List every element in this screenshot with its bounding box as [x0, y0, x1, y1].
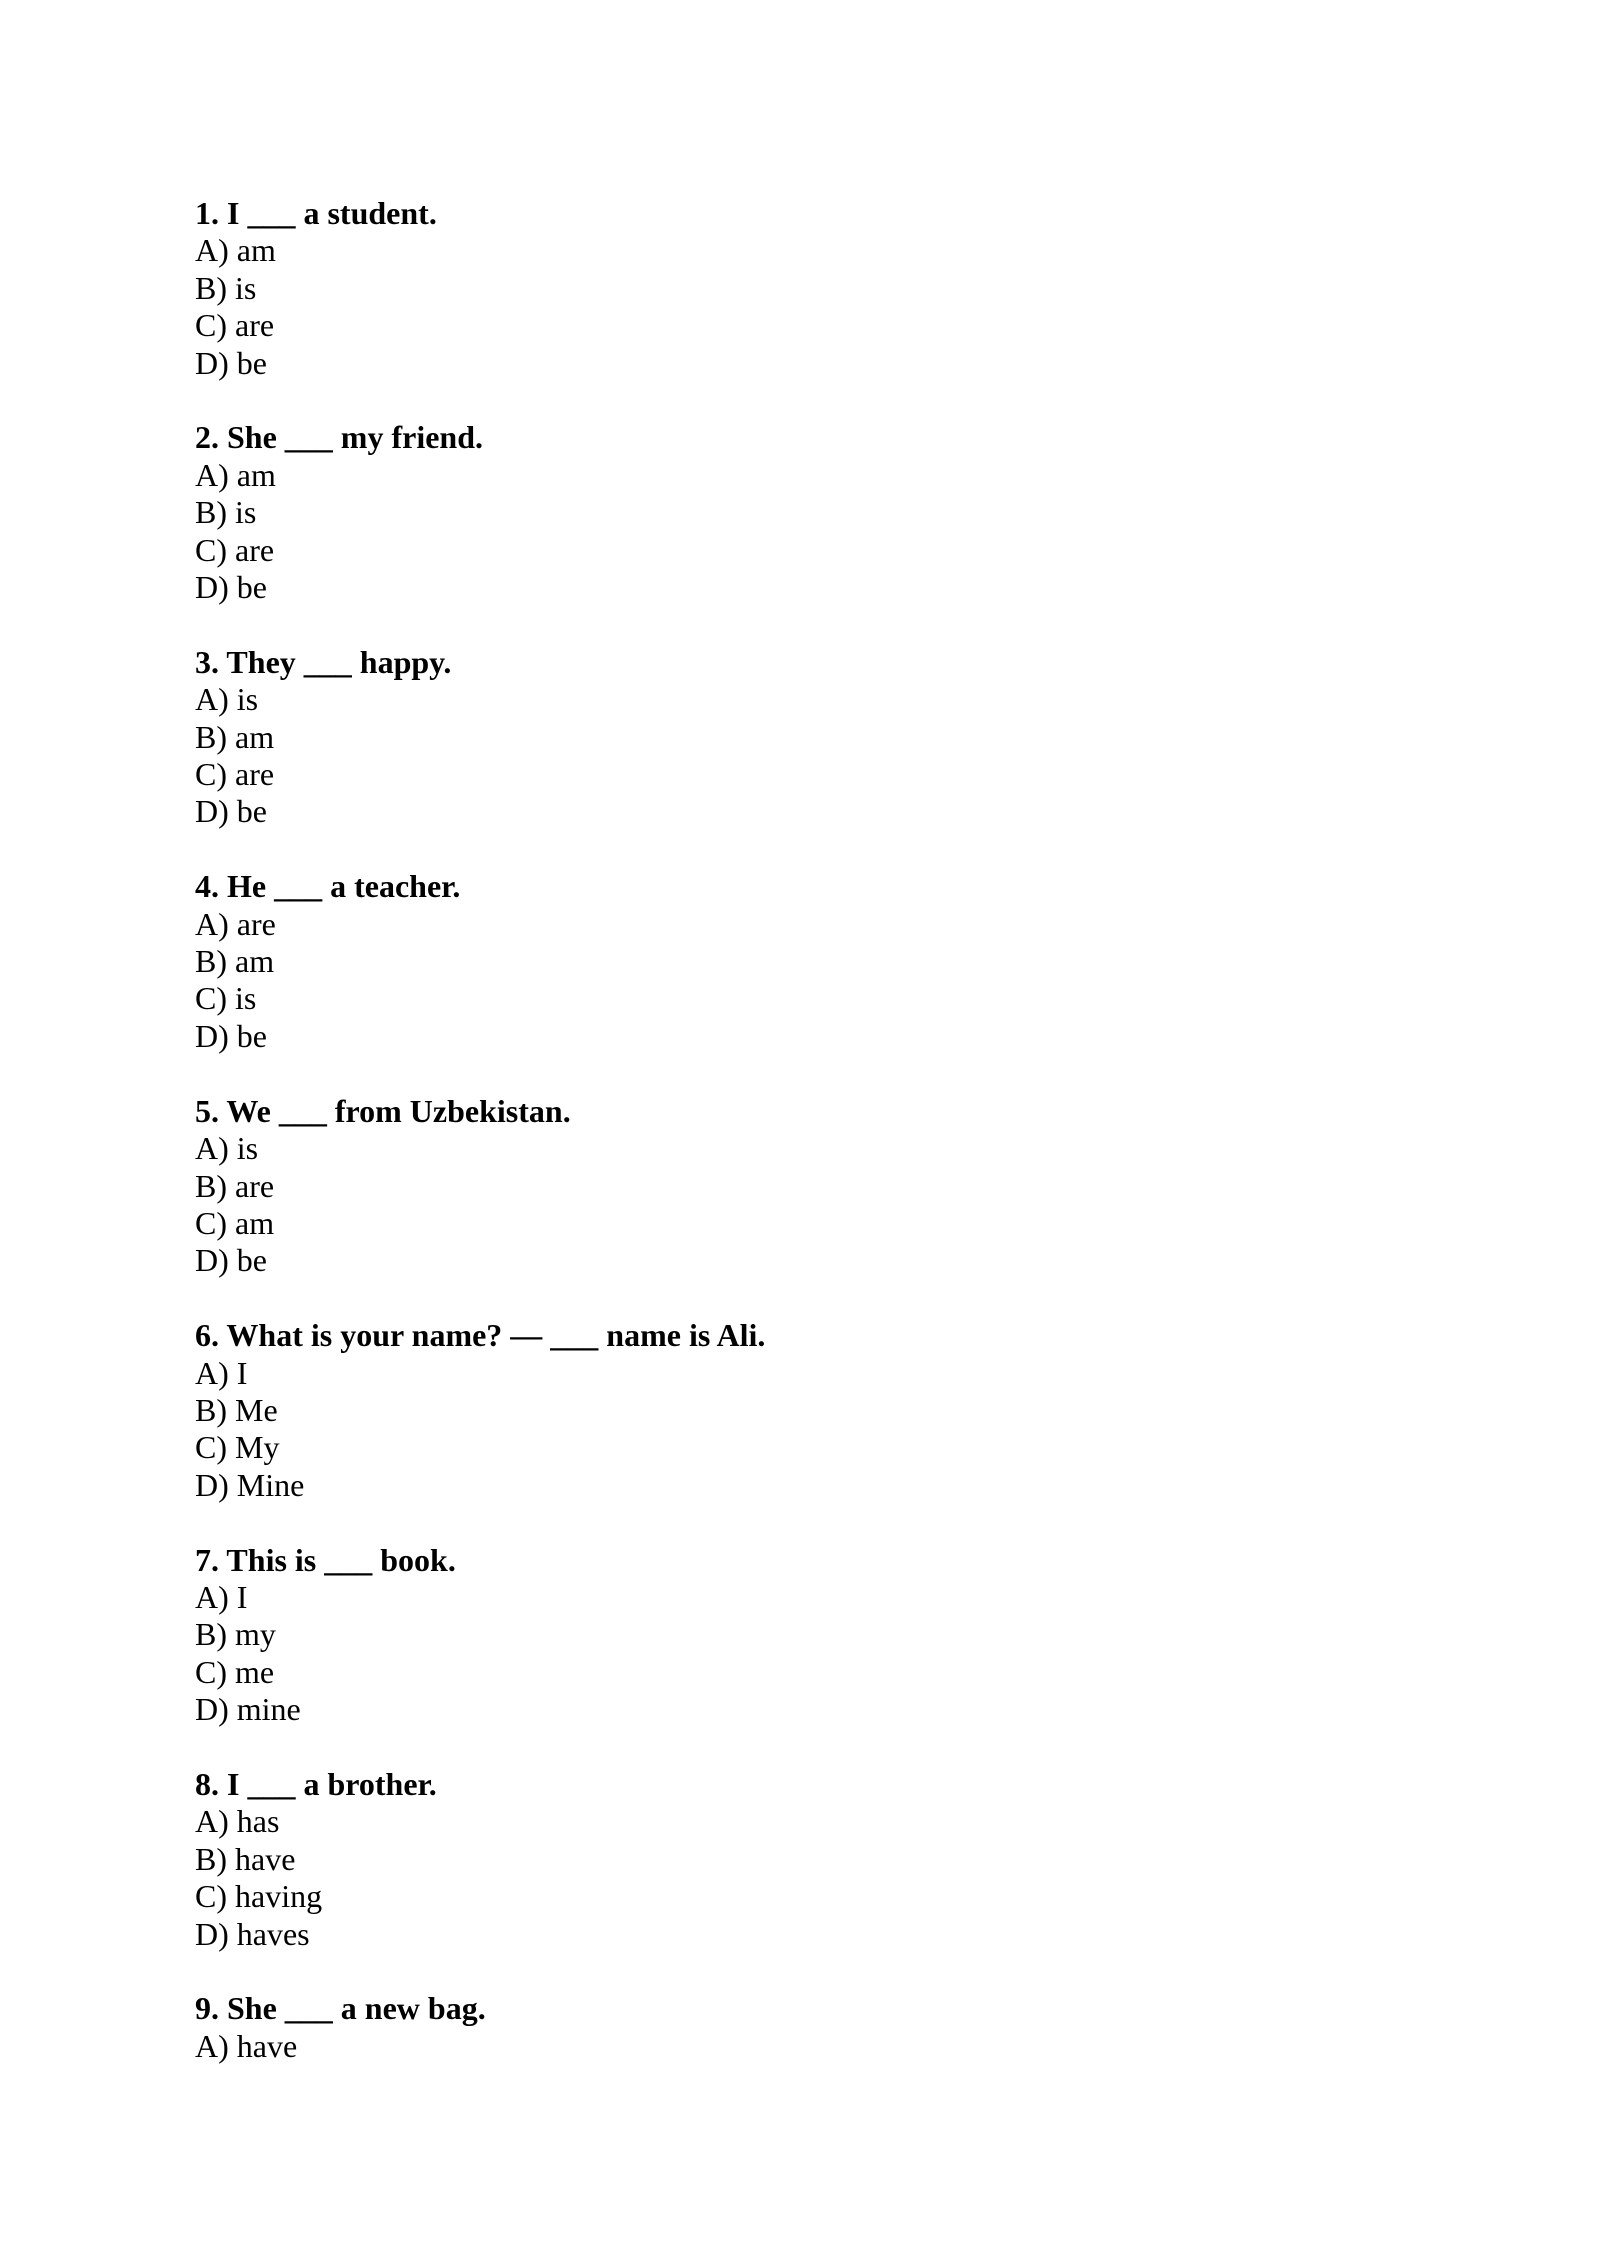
- question-block: [195, 1766, 1405, 1953]
- answer-option: A) I: [195, 1354, 248, 1391]
- answer-option: D) be: [195, 344, 267, 381]
- answer-option: C) My: [195, 1429, 280, 1466]
- answer-option: D) Mine: [195, 1466, 305, 1503]
- answer-option: C) are: [195, 307, 275, 344]
- answer-option: D) haves: [195, 1915, 310, 1952]
- answer-option: C) having: [195, 1878, 323, 1915]
- question-prompt: 6. What is your name? — ___ name is Ali.: [195, 1317, 766, 1354]
- question-prompt: 8. I ___ a brother.: [195, 1765, 437, 1802]
- answer-option: B) are: [195, 1167, 275, 1204]
- answer-option: D) mine: [195, 1691, 301, 1728]
- question-prompt: 5. We ___ from Uzbekistan.: [195, 1092, 571, 1129]
- answer-option: D) be: [195, 793, 267, 830]
- answer-option: A) is: [195, 681, 259, 718]
- quiz-document: [195, 195, 1405, 2103]
- question-prompt: 4. He ___ a teacher.: [195, 868, 461, 905]
- answer-option: A) have: [195, 2027, 298, 2064]
- answer-option: A) am: [195, 456, 276, 493]
- answer-option: D) be: [195, 1242, 267, 1279]
- question-prompt: 9. She ___ a new bag.: [195, 1990, 486, 2027]
- answer-option: A) are: [195, 905, 276, 942]
- question-block: [195, 1990, 1405, 2065]
- question-prompt: 1. I ___ a student.: [195, 195, 437, 231]
- answer-option: B) am: [195, 718, 275, 755]
- answer-option: A) has: [195, 1803, 280, 1840]
- answer-option: B) have: [195, 1840, 296, 1877]
- answer-option: C) are: [195, 531, 275, 568]
- answer-option: A) I: [195, 1578, 248, 1615]
- question-block: [195, 1317, 1405, 1504]
- question-block: [195, 868, 1405, 1055]
- answer-option: B) am: [195, 943, 275, 980]
- answer-option: D) be: [195, 569, 267, 606]
- answer-option: A) am: [195, 232, 276, 269]
- answer-option: B) Me: [195, 1391, 278, 1428]
- answer-option: B) is: [195, 494, 257, 531]
- question-block: [195, 1542, 1405, 1729]
- question-prompt: 3. They ___ happy.: [195, 643, 452, 680]
- answer-option: D) be: [195, 1017, 267, 1054]
- answer-option: C) me: [195, 1653, 275, 1690]
- answer-option: C) am: [195, 1204, 275, 1241]
- question-block: [195, 419, 1405, 606]
- answer-option: C) are: [195, 756, 275, 793]
- question-block: [195, 644, 1405, 831]
- answer-option: A) is: [195, 1130, 259, 1167]
- answer-option: C) is: [195, 980, 257, 1017]
- question-prompt: 7. This is ___ book.: [195, 1541, 456, 1578]
- question-block: [195, 1093, 1405, 1280]
- question-block: [195, 195, 1405, 382]
- answer-option: B) my: [195, 1616, 276, 1653]
- answer-option: B) is: [195, 269, 257, 306]
- question-prompt: 2. She ___ my friend.: [195, 419, 483, 456]
